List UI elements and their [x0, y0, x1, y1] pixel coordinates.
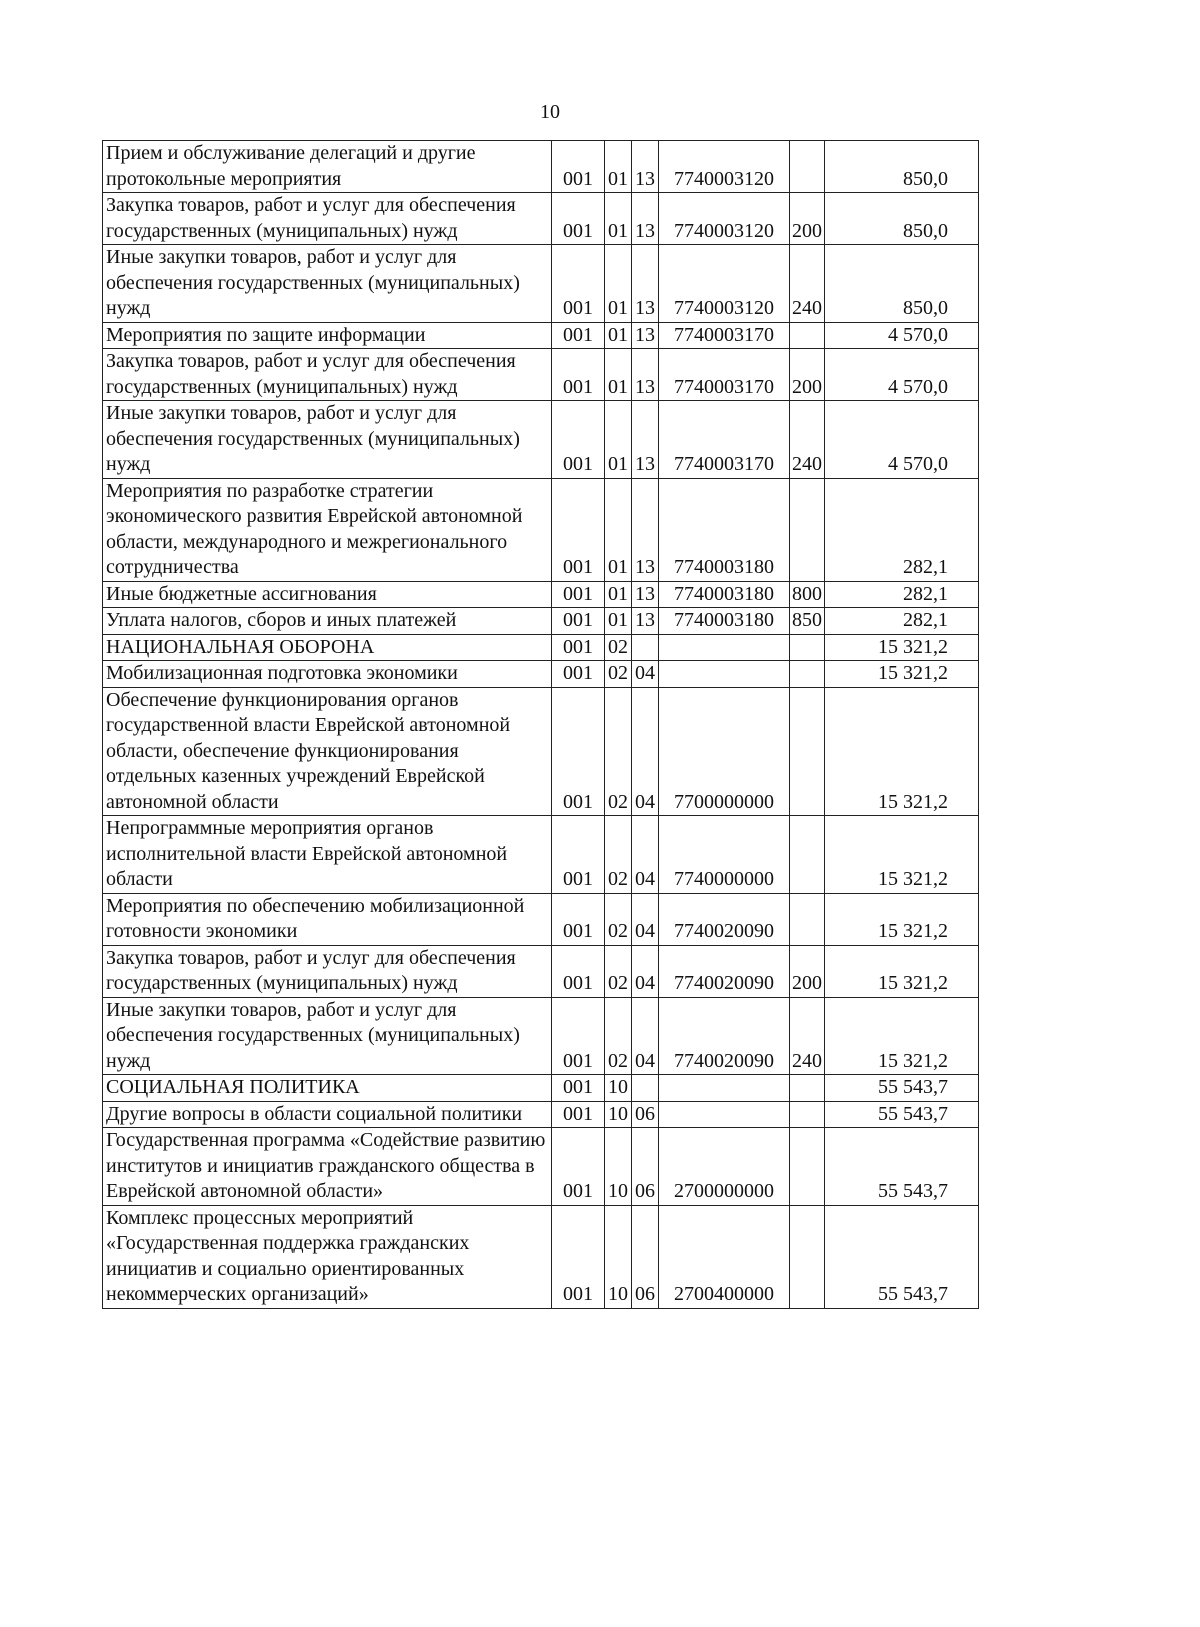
cell-name: Мероприятия по обеспечению мобилизационной готовности экономики	[103, 893, 552, 945]
cell-expense-type	[790, 687, 825, 816]
cell-target-article: 7740003170	[659, 349, 790, 401]
cell-expense-type	[790, 893, 825, 945]
cell-target-article: 7740003120	[659, 193, 790, 245]
cell-expense-type: 240	[790, 997, 825, 1075]
cell-subsection-code: 13	[632, 401, 659, 479]
cell-target-article: 2700400000	[659, 1205, 790, 1308]
cell-section-code: 10	[605, 1075, 632, 1102]
cell-subsection-code: 06	[632, 1205, 659, 1308]
table-row	[103, 581, 979, 608]
table-row	[103, 893, 979, 945]
cell-section-code: 02	[605, 816, 632, 894]
cell-name: Непрограммные мероприятия органов исполнительной власти Еврейской автономной области	[103, 816, 552, 894]
cell-expense-type	[790, 816, 825, 894]
cell-ministry-code: 001	[552, 193, 605, 245]
cell-section-code: 02	[605, 997, 632, 1075]
cell-name: Иные закупки товаров, работ и услуг для обеспечения государственных (муниципальных) нужд	[103, 997, 552, 1075]
cell-amount: 850,0	[825, 141, 979, 193]
cell-name: Мероприятия по защите информации	[103, 322, 552, 349]
cell-expense-type	[790, 478, 825, 581]
cell-amount: 282,1	[825, 608, 979, 635]
cell-amount: 15 321,2	[825, 945, 979, 997]
cell-section-code: 10	[605, 1101, 632, 1128]
cell-expense-type	[790, 1128, 825, 1206]
cell-ministry-code: 001	[552, 997, 605, 1075]
cell-section-code: 02	[605, 893, 632, 945]
table-row	[103, 1075, 979, 1102]
cell-expense-type	[790, 661, 825, 688]
cell-subsection-code: 13	[632, 349, 659, 401]
table-row	[103, 816, 979, 894]
cell-amount: 15 321,2	[825, 893, 979, 945]
cell-subsection-code: 13	[632, 245, 659, 323]
cell-subsection-code: 06	[632, 1101, 659, 1128]
cell-amount: 4 570,0	[825, 401, 979, 479]
table-row	[103, 349, 979, 401]
cell-amount: 282,1	[825, 581, 979, 608]
cell-section-code: 01	[605, 401, 632, 479]
cell-expense-type	[790, 322, 825, 349]
cell-ministry-code: 001	[552, 608, 605, 635]
cell-name: Мобилизационная подготовка экономики	[103, 661, 552, 688]
cell-expense-type	[790, 1101, 825, 1128]
table-row	[103, 687, 979, 816]
cell-target-article: 7740003170	[659, 322, 790, 349]
cell-amount: 282,1	[825, 478, 979, 581]
cell-amount: 15 321,2	[825, 661, 979, 688]
table-row	[103, 1205, 979, 1308]
cell-section-code: 02	[605, 945, 632, 997]
cell-expense-type: 800	[790, 581, 825, 608]
cell-subsection-code: 13	[632, 322, 659, 349]
cell-subsection-code: 13	[632, 608, 659, 635]
cell-target-article: 7740003180	[659, 581, 790, 608]
cell-name: Государственная программа «Содействие развитию институтов и инициатив гражданского общества в Еврейской автономной области»	[103, 1128, 552, 1206]
cell-amount: 55 543,7	[825, 1128, 979, 1206]
cell-ministry-code: 001	[552, 1075, 605, 1102]
cell-subsection-code: 04	[632, 687, 659, 816]
cell-amount: 15 321,2	[825, 634, 979, 661]
cell-ministry-code: 001	[552, 245, 605, 323]
cell-subsection-code	[632, 634, 659, 661]
cell-ministry-code: 001	[552, 322, 605, 349]
cell-amount: 15 321,2	[825, 816, 979, 894]
cell-target-article: 7740003120	[659, 141, 790, 193]
cell-target-article: 7740020090	[659, 893, 790, 945]
cell-expense-type	[790, 1075, 825, 1102]
cell-subsection-code: 04	[632, 661, 659, 688]
cell-ministry-code: 001	[552, 945, 605, 997]
cell-section-code: 10	[605, 1128, 632, 1206]
cell-subsection-code: 13	[632, 193, 659, 245]
cell-expense-type	[790, 141, 825, 193]
cell-section-code: 01	[605, 608, 632, 635]
table-row	[103, 1128, 979, 1206]
cell-target-article	[659, 1075, 790, 1102]
cell-section-code: 01	[605, 581, 632, 608]
cell-amount: 4 570,0	[825, 322, 979, 349]
cell-subsection-code: 04	[632, 893, 659, 945]
cell-target-article: 7740003170	[659, 401, 790, 479]
cell-ministry-code: 001	[552, 687, 605, 816]
cell-subsection-code: 04	[632, 945, 659, 997]
cell-name: Обеспечение функционирования органов государственной власти Еврейской автономной области, обеспечение функционирования отдельных казенных учреждений Еврейской автономной области	[103, 687, 552, 816]
cell-section-code: 01	[605, 245, 632, 323]
cell-target-article: 7740003180	[659, 608, 790, 635]
table-row	[103, 945, 979, 997]
cell-name: Закупка товаров, работ и услуг для обеспечения государственных (муниципальных) нужд	[103, 193, 552, 245]
cell-ministry-code: 001	[552, 478, 605, 581]
cell-subsection-code	[632, 1075, 659, 1102]
cell-section-code: 01	[605, 349, 632, 401]
cell-name: НАЦИОНАЛЬНАЯ ОБОРОНА	[103, 634, 552, 661]
cell-section-code: 01	[605, 478, 632, 581]
cell-section-code: 01	[605, 141, 632, 193]
table-row	[103, 661, 979, 688]
table-row	[103, 634, 979, 661]
cell-target-article: 7740003120	[659, 245, 790, 323]
cell-amount: 55 543,7	[825, 1075, 979, 1102]
cell-ministry-code: 001	[552, 816, 605, 894]
cell-ministry-code: 001	[552, 661, 605, 688]
cell-amount: 55 543,7	[825, 1101, 979, 1128]
cell-target-article: 7740020090	[659, 997, 790, 1075]
cell-ministry-code: 001	[552, 1128, 605, 1206]
cell-name: Закупка товаров, работ и услуг для обеспечения государственных (муниципальных) нужд	[103, 945, 552, 997]
cell-name: Мероприятия по разработке стратегии экономического развития Еврейской автономной области, международного и межрегионального сотрудничества	[103, 478, 552, 581]
cell-section-code: 02	[605, 687, 632, 816]
table-row	[103, 322, 979, 349]
cell-subsection-code: 04	[632, 997, 659, 1075]
cell-name: Иные закупки товаров, работ и услуг для обеспечения государственных (муниципальных) нужд	[103, 245, 552, 323]
cell-expense-type: 200	[790, 945, 825, 997]
cell-ministry-code: 001	[552, 349, 605, 401]
cell-section-code: 01	[605, 322, 632, 349]
cell-name: Закупка товаров, работ и услуг для обеспечения государственных (муниципальных) нужд	[103, 349, 552, 401]
cell-name: Прием и обслуживание делегаций и другие протокольные мероприятия	[103, 141, 552, 193]
cell-target-article: 7740000000	[659, 816, 790, 894]
table-row	[103, 141, 979, 193]
cell-target-article: 7740003180	[659, 478, 790, 581]
cell-subsection-code: 13	[632, 478, 659, 581]
cell-target-article	[659, 634, 790, 661]
cell-ministry-code: 001	[552, 893, 605, 945]
cell-expense-type: 200	[790, 349, 825, 401]
cell-ministry-code: 001	[552, 1205, 605, 1308]
cell-target-article: 7740020090	[659, 945, 790, 997]
cell-expense-type	[790, 1205, 825, 1308]
cell-expense-type: 850	[790, 608, 825, 635]
cell-amount: 15 321,2	[825, 997, 979, 1075]
cell-expense-type: 200	[790, 193, 825, 245]
cell-amount: 4 570,0	[825, 349, 979, 401]
cell-amount: 850,0	[825, 245, 979, 323]
cell-subsection-code: 06	[632, 1128, 659, 1206]
cell-name: Другие вопросы в области социальной политики	[103, 1101, 552, 1128]
table-row	[103, 608, 979, 635]
cell-section-code: 10	[605, 1205, 632, 1308]
cell-expense-type: 240	[790, 401, 825, 479]
cell-section-code: 01	[605, 193, 632, 245]
cell-ministry-code: 001	[552, 634, 605, 661]
cell-subsection-code: 13	[632, 581, 659, 608]
cell-ministry-code: 001	[552, 581, 605, 608]
cell-subsection-code: 13	[632, 141, 659, 193]
cell-ministry-code: 001	[552, 401, 605, 479]
cell-target-article: 2700000000	[659, 1128, 790, 1206]
cell-subsection-code: 04	[632, 816, 659, 894]
cell-amount: 15 321,2	[825, 687, 979, 816]
table-body	[103, 141, 979, 1309]
page-number: 10	[540, 101, 560, 123]
table-row	[103, 997, 979, 1075]
cell-name: Уплата налогов, сборов и иных платежей	[103, 608, 552, 635]
cell-section-code: 02	[605, 661, 632, 688]
cell-name: Иные бюджетные ассигнования	[103, 581, 552, 608]
table-row	[103, 193, 979, 245]
cell-target-article	[659, 661, 790, 688]
cell-name: Комплекс процессных мероприятий «Государственная поддержка гражданских инициатив и социально ориентированных некоммерческих организаций»	[103, 1205, 552, 1308]
table-row	[103, 478, 979, 581]
cell-ministry-code: 001	[552, 141, 605, 193]
cell-expense-type: 240	[790, 245, 825, 323]
cell-name: СОЦИАЛЬНАЯ ПОЛИТИКА	[103, 1075, 552, 1102]
cell-target-article: 7700000000	[659, 687, 790, 816]
cell-ministry-code: 001	[552, 1101, 605, 1128]
cell-expense-type	[790, 634, 825, 661]
cell-name: Иные закупки товаров, работ и услуг для обеспечения государственных (муниципальных) нужд	[103, 401, 552, 479]
table-row	[103, 245, 979, 323]
table-row	[103, 1101, 979, 1128]
cell-amount: 850,0	[825, 193, 979, 245]
cell-target-article	[659, 1101, 790, 1128]
table-row	[103, 401, 979, 479]
cell-amount: 55 543,7	[825, 1205, 979, 1308]
budget-table	[102, 140, 979, 1309]
cell-section-code: 02	[605, 634, 632, 661]
